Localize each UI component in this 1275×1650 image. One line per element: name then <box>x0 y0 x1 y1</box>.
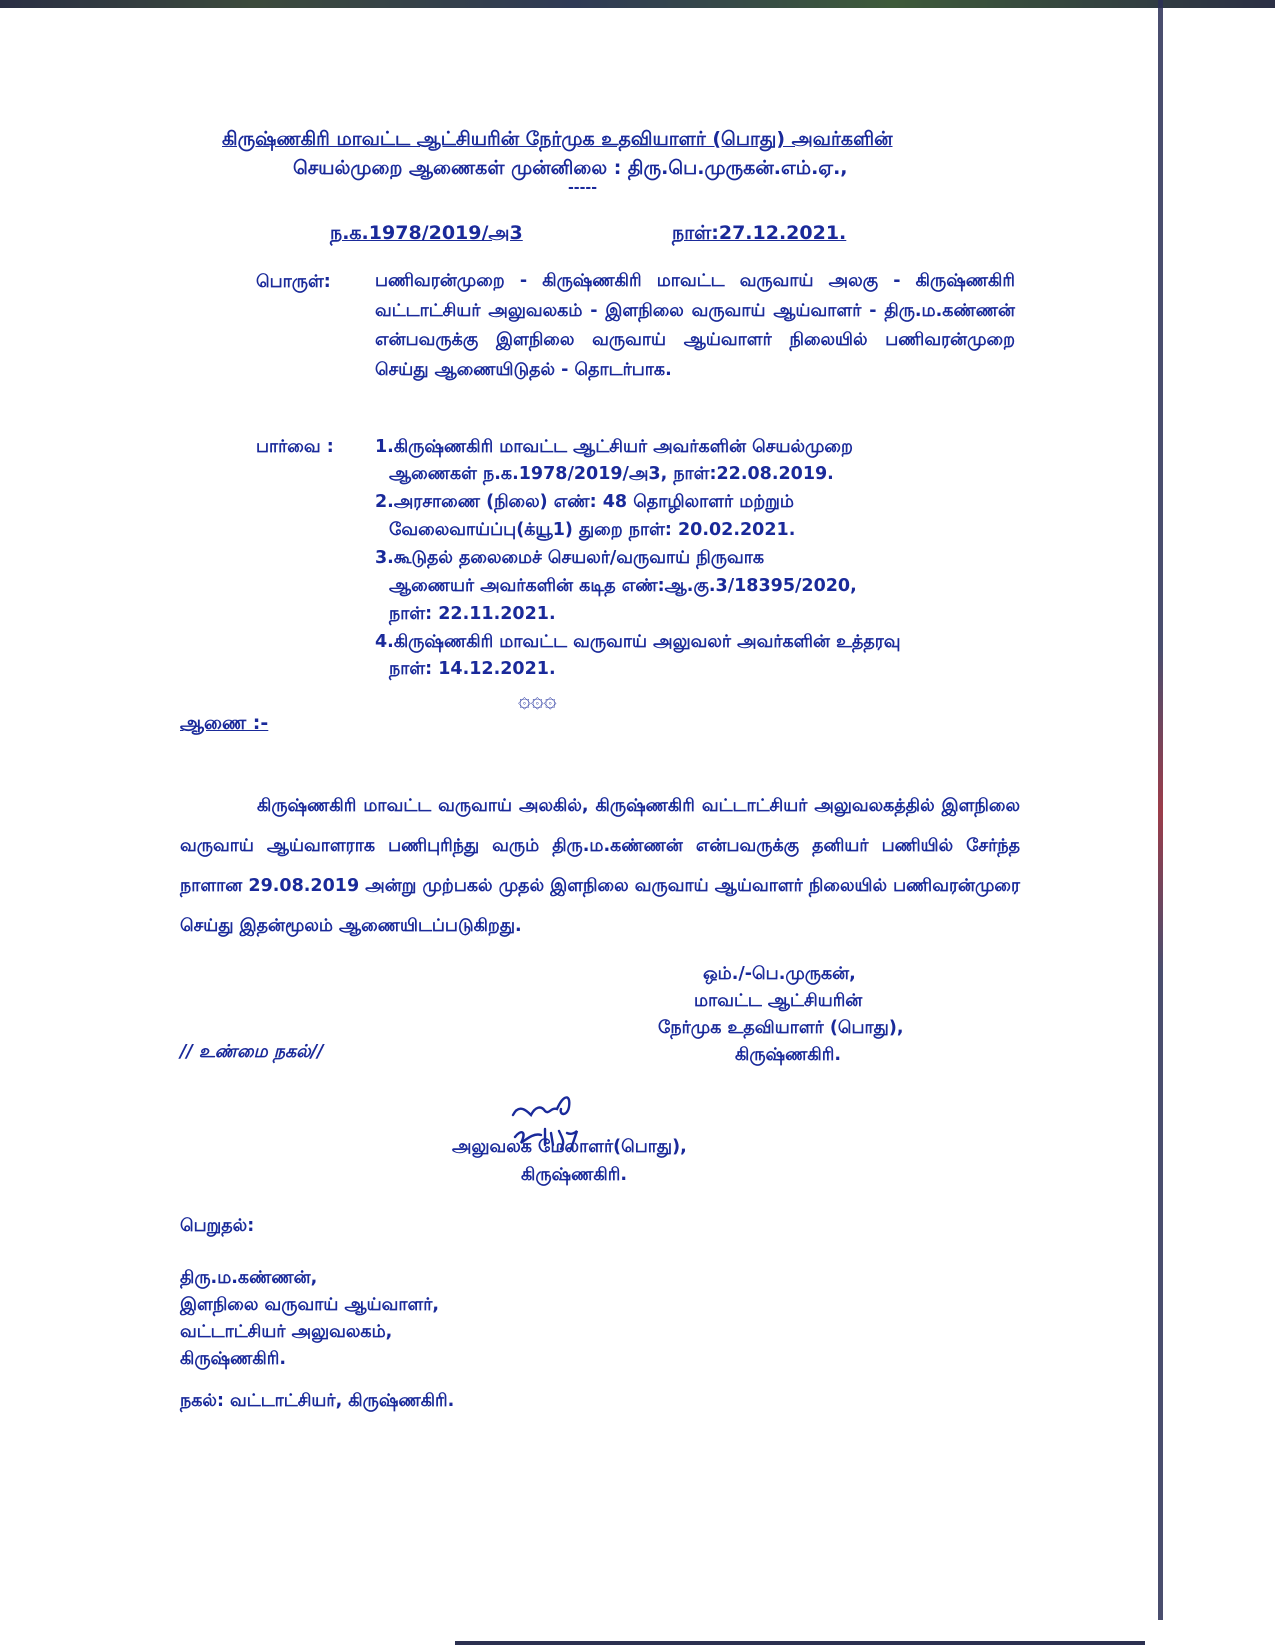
order-text: கிருஷ்ணகிரி மாவட்ட வருவாய் அலகில், கிருஷ்ணகிரி வட்டாட்சியர் அலுவலகத்தில் இளநிலை வருவாய் ஆய்வாளராக பணிபுரிந்து வரும் திரு.ம.கண்ணன் என்பவருக்கு தனியர் பணியில் சேர்ந்த நாளான 29.08.2019 அன்று முற்பகல் முதல் இளநிலை வருவாய் ஆய்வாளர் நிலையில் பணிவரன்முரை செய்து இதன்மூலம் ஆணையிடப்படுகிறது. <box>180 796 1020 936</box>
attestor-line-2: கிருஷ்ணகிரி. <box>521 1165 627 1185</box>
signatory-line-3: நேர்முக உதவியாளர் (பொது), <box>658 1018 904 1038</box>
reference-1-line-1: 1.கிருஷ்ணகிரி மாவட்ட ஆட்சியர் அவர்களின் செயல்முறை <box>375 437 853 457</box>
header-line-2: செயல்முறை ஆணைகள் முன்னிலை : திரு.பெ.முருகன்.எம்.ஏ., <box>293 157 848 179</box>
references-label: பார்வை : <box>256 437 334 457</box>
reference-1-line-2: ஆணைகள் ந.க.1978/2019/அ3, நாள்:22.08.2019. <box>389 464 834 484</box>
recipient-label: பெறுதல்: <box>180 1216 255 1236</box>
reference-3-line-2: ஆணையர் அவர்களின் கடித எண்:ஆ.கு.3/18395/2020, <box>389 576 857 596</box>
header-divider: ----- <box>568 180 598 196</box>
signatory-line-1: ஒம்./-பெ.முருகன், <box>703 964 856 984</box>
separator-ornament: ۞۞۞ <box>518 688 557 713</box>
reference-2-line-2: வேலைவாய்ப்பு(க்யூ1) துறை நாள்: 20.02.2021. <box>389 520 796 540</box>
order-date: நாள்:27.12.2021. <box>672 222 847 244</box>
reference-2-line-1: 2.அரசாணை (நிலை) எண்: 48 தொழிலாளர் மற்றும் <box>375 492 794 512</box>
scan-right-edge <box>1158 0 1163 1620</box>
attestor-line-1: அலுவலக மேலாளர்(பொது), <box>452 1137 687 1157</box>
file-number: ந.க.1978/2019/அ3 <box>330 222 523 244</box>
recipient-line-4: கிருஷ்ணகிரி. <box>180 1349 286 1369</box>
order-heading: ஆணை :- <box>180 712 269 734</box>
true-copy-label: // உண்மை நகல்// <box>180 1042 324 1062</box>
scan-bottom-edge <box>455 1641 1145 1645</box>
header-line-1: கிருஷ்ணகிரி மாவட்ட ஆட்சியரின் நேர்முக உதவியாளர் (பொது) அவர்களின் <box>222 128 893 150</box>
signatory-line-4: கிருஷ்ணகிரி. <box>735 1045 841 1065</box>
recipient-line-1: திரு.ம.கண்ணன், <box>180 1268 318 1288</box>
scan-top-edge <box>0 0 1275 8</box>
signatory-line-2: மாவட்ட ஆட்சியரின் <box>694 991 863 1011</box>
subject-label: பொருள்: <box>256 272 331 292</box>
subject-text: பணிவரன்முறை - கிருஷ்ணகிரி மாவட்ட வருவாய் அலகு - கிருஷ்ணகிரி வட்டாட்சியர் அலுவலகம் - இளநிலை வருவாய் ஆய்வாளர் - திரு.ம.கண்ணன் என்பவருக்கு இளநிலை வருவாய் ஆய்வாளர் நிலையில் பணிவரன்முறை செய்து ஆணையிடுதல் - தொடர்பாக. <box>375 271 1015 380</box>
reference-4-line-2: நாள்: 14.12.2021. <box>389 659 556 679</box>
reference-4-line-1: 4.கிருஷ்ணகிரி மாவட்ட வருவாய் அலுவலர் அவர்களின் உத்தரவு <box>375 632 901 652</box>
reference-3-line-1: 3.கூடுதல் தலைமைச் செயலர்/வருவாய் நிருவாக <box>375 548 765 568</box>
recipient-line-2: இளநிலை வருவாய் ஆய்வாளர், <box>180 1295 440 1315</box>
copy-to: நகல்: வட்டாட்சியர், கிருஷ்ணகிரி. <box>180 1391 455 1411</box>
reference-3-line-3: நாள்: 22.11.2021. <box>389 604 556 624</box>
recipient-line-3: வட்டாட்சியர் அலுவலகம், <box>180 1322 393 1342</box>
